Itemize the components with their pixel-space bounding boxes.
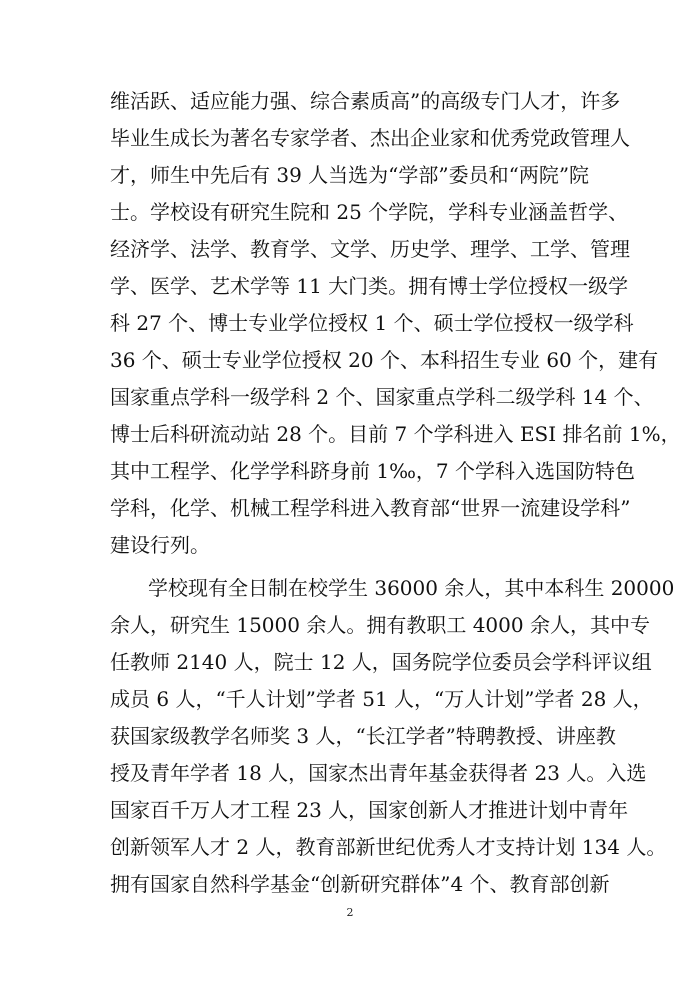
paragraph-line: 创新领军人才 2 人，教育部新世纪优秀人才支持计划 134 人。: [110, 835, 667, 859]
paragraph-line: 成员 6 人，“千人计划”学者 51 人，“万人计划”学者 28 人，: [110, 687, 653, 711]
paragraph-line: 学、医学、艺术学等 11 大门类。拥有博士学位授权一级学: [110, 274, 629, 298]
paragraph-line: 余人，研究生 15000 余人。拥有教职工 4000 余人，其中专: [110, 613, 650, 637]
paragraph-line: 经济学、法学、教育学、文学、历史学、理学、工学、管理: [110, 237, 630, 261]
paragraph-line: 学科，化学、机械工程学科进入教育部“世界一流建设学科”: [110, 496, 631, 520]
paragraph-line: 授及青年学者 18 人，国家杰出青年基金获得者 23 人。入选: [110, 761, 647, 785]
paragraph-line: 科 27 个、博士专业学位授权 1 个、硕士学位授权一级学科: [110, 311, 634, 335]
paragraph-line: 其中工程学、化学学科跻身前 1‰，7 个学科入选国防特色: [110, 459, 635, 483]
paragraph-line: 博士后科研流动站 28 个。目前 7 个学科进入 ESI 排名前 1%，: [110, 422, 681, 446]
paragraph-line: 维活跃、适应能力强、综合素质高”的高级专门人才，许多: [110, 89, 621, 113]
paragraph-line: 任教师 2140 人，院士 12 人，国务院学位委员会学科评议组: [110, 650, 652, 674]
paragraph-line: 获国家级教学名师奖 3 人，“长江学者”特聘教授、讲座教: [110, 724, 616, 748]
paragraph-line: 拥有国家自然科学基金“创新研究群体”4 个、教育部创新: [110, 872, 610, 896]
paragraph-line: 学校现有全日制在校学生 36000 余人，其中本科生 20000: [148, 576, 675, 600]
paragraph-line: 建设行列。: [110, 533, 210, 557]
paragraph-line: 国家百千万人才工程 23 人，国家创新人才推进计划中青年: [110, 798, 629, 822]
paragraph-line: 士。学校设有研究生院和 25 个学院，学科专业涵盖哲学、: [110, 200, 629, 224]
paragraph-line: 国家重点学科一级学科 2 个、国家重点学科二级学科 14 个、: [110, 385, 654, 409]
page-number: 2: [346, 906, 354, 919]
paragraph-line: 毕业生成长为著名专家学者、杰出企业家和优秀党政管理人: [110, 126, 630, 150]
paragraph-line: 才，师生中先后有 39 人当选为“学部”委员和“两院”院: [110, 163, 590, 187]
paragraph-line: 36 个、硕士专业学位授权 20 个、本科招生专业 60 个，建有: [110, 348, 659, 372]
